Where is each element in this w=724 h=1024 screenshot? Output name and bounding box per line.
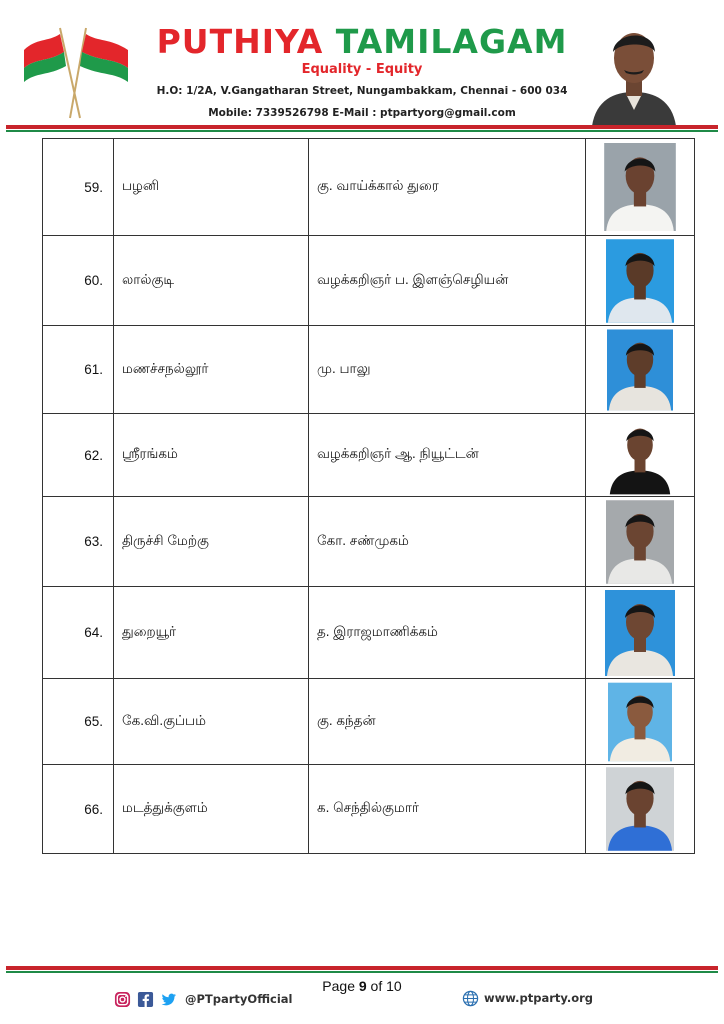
candidate-photo (608, 681, 672, 763)
serial-number: 63. (43, 497, 114, 587)
party-flag-logo (20, 24, 132, 120)
photo-cell (586, 679, 695, 765)
candidate-name: கு. கந்தன் (309, 679, 586, 765)
letterhead (0, 0, 724, 130)
table-row (43, 414, 695, 497)
serial-number: 66. (43, 765, 114, 854)
photo-cell (586, 497, 695, 587)
candidate-name: கு. வாய்க்கால் துரை (309, 139, 586, 236)
candidate-name: வழக்கறிஞர் ப. இளஞ்செழியன் (309, 236, 586, 326)
candidate-photo (604, 143, 676, 231)
party-name-word-2: TAMILAGAM (335, 22, 568, 61)
serial-number: 59. (43, 139, 114, 236)
header-divider (6, 125, 718, 132)
constituency-name: கே.வி.குப்பம் (114, 679, 309, 765)
serial-number: 65. (43, 679, 114, 765)
office-address: H.O: 1/2A, V.Gangatharan Street, Nungambakkam, Chennai - 600 034 (156, 85, 568, 97)
candidate-photo (606, 238, 674, 324)
candidate-table (42, 138, 695, 854)
constituency-name: பழனி (114, 139, 309, 236)
candidate-name: கோ. சண்முகம் (309, 497, 586, 587)
party-tagline: Equality - Equity (301, 62, 423, 77)
table-row (43, 587, 695, 679)
serial-number: 62. (43, 414, 114, 497)
table-row (43, 236, 695, 326)
serial-number: 64. (43, 587, 114, 679)
constituency-name: ஸ்ரீரங்கம் (114, 414, 309, 497)
serial-number: 61. (43, 326, 114, 414)
social-links (114, 988, 293, 1010)
photo-cell (586, 139, 695, 236)
twitter-icon[interactable] (160, 991, 177, 1008)
footer-divider (6, 966, 718, 973)
table-row (43, 139, 695, 236)
table-row (43, 765, 695, 854)
candidate-name: த. இராஜமாணிக்கம் (309, 587, 586, 679)
leader-photo (586, 14, 682, 126)
website-url[interactable]: www.ptparty.org (484, 991, 594, 1005)
constituency-name: துறையூர் (114, 587, 309, 679)
contact-details: Mobile: 7339526798 E-Mail : ptpartyorg@gmail.com (208, 107, 516, 119)
photo-cell (586, 326, 695, 414)
total-pages: 10 (386, 978, 402, 994)
page-number: Page 9 of 10 (322, 978, 402, 994)
social-handle[interactable]: @PTpartyOfficial (185, 992, 293, 1006)
candidate-name: மு. பாலு (309, 326, 586, 414)
candidate-name: வழக்கறிஞர் ஆ. நியூட்டன் (309, 414, 586, 497)
constituency-name: திருச்சி மேற்கு (114, 497, 309, 587)
constituency-name: லால்குடி (114, 236, 309, 326)
table-row (43, 679, 695, 765)
serial-number: 60. (43, 236, 114, 326)
party-name-word-1: PUTHIYA (156, 22, 324, 61)
candidate-photo (608, 415, 672, 495)
photo-cell (586, 765, 695, 854)
photo-cell (586, 587, 695, 679)
constituency-name: மடத்துக்குளம் (114, 765, 309, 854)
party-name (146, 22, 578, 62)
table-row (43, 326, 695, 414)
facebook-icon[interactable] (137, 991, 154, 1008)
candidate-photo (606, 765, 674, 853)
candidate-photo (607, 328, 673, 412)
constituency-name: மணச்சநல்லூர் (114, 326, 309, 414)
instagram-icon[interactable] (114, 991, 131, 1008)
photo-cell (586, 414, 695, 497)
website-link[interactable] (462, 988, 593, 1008)
candidate-photo (605, 589, 675, 677)
photo-cell (586, 236, 695, 326)
table-row (43, 497, 695, 587)
candidate-name: க. செந்தில்குமார் (309, 765, 586, 854)
globe-icon (462, 990, 479, 1007)
current-page: 9 (358, 978, 367, 994)
candidate-photo (606, 499, 674, 585)
